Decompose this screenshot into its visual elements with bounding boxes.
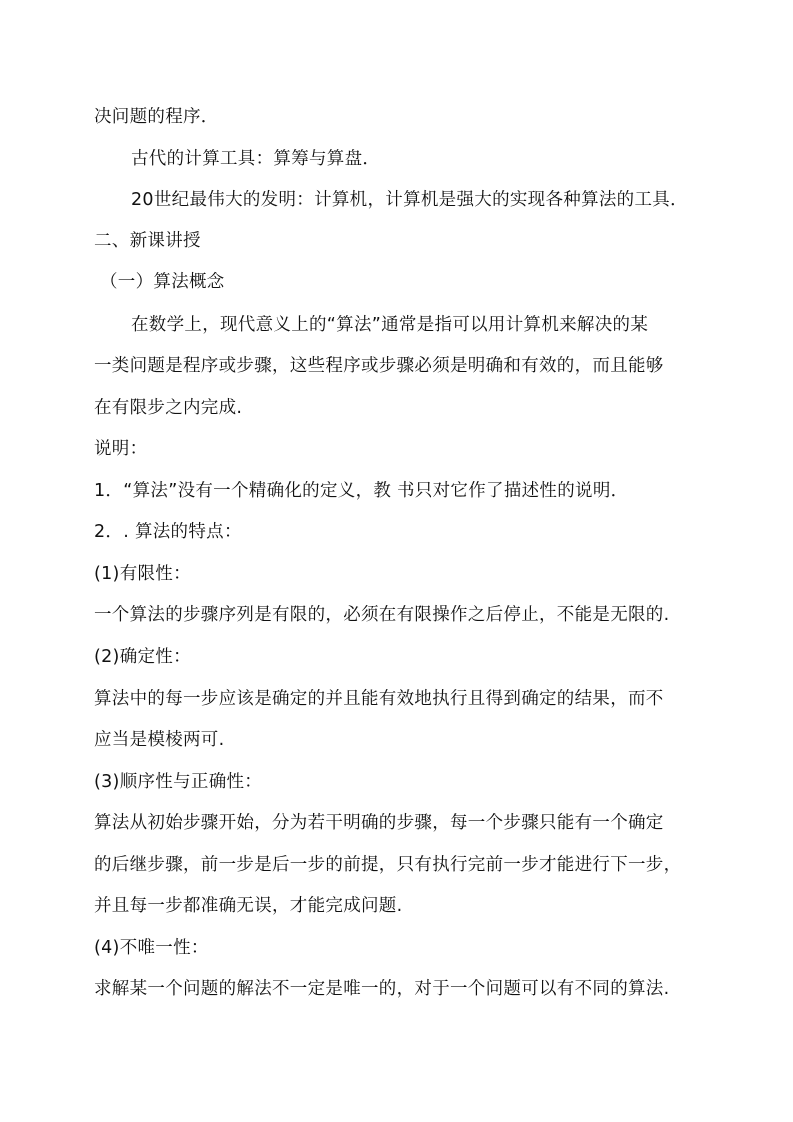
paragraph-line: 求解某一个问题的解法不一定是唯一的，对于一个问题可以有不同的算法. [94, 979, 670, 999]
paragraph-line: 2．. 算法的特点： [94, 522, 242, 542]
paragraph-line: 并且每一步都准确无误，才能完成问题. [94, 896, 403, 916]
list-item-heading: (3)顺序性与正确性： [94, 772, 263, 792]
paragraph-line: 算法从初始步骤开始，分为若干明确的步骤，每一个步骤只能有一个确定 [94, 813, 664, 833]
list-item-heading: (2)确定性： [94, 647, 191, 667]
list-item-heading: (4)不唯一性： [94, 938, 209, 958]
paragraph-line: 的后继步骤，前一步是后一步的前提，只有执行完前一步才能进行下一步， [94, 855, 682, 875]
paragraph-line: 1．“算法”没有一个精确化的定义，教 书只对它作了描述性的说明． [94, 481, 629, 501]
paragraph-line: 应当是模棱两可. [94, 730, 225, 750]
paragraph-line: 在数学上，现代意义上的“算法”通常是指可以用计算机来解决的某 [131, 315, 649, 335]
list-item-heading: (1)有限性： [94, 564, 191, 584]
paragraph-line: 一类问题是程序或步骤，这些程序或步骤必须是明确和有效的，而且能够 [94, 356, 664, 376]
paragraph-line: 说明： [94, 439, 148, 459]
paragraph-line: 决问题的程序． [94, 107, 219, 127]
paragraph-line: 算法中的每一步应该是确定的并且能有效地执行且得到确定的结果，而不 [94, 689, 664, 709]
paragraph-line: 一个算法的步骤序列是有限的，必须在有限操作之后停止，不能是无限的. [94, 605, 670, 625]
paragraph-line: 在有限步之内完成. [94, 398, 243, 418]
subsection-heading: （一）算法概念 [100, 272, 225, 292]
paragraph-line: 20世纪最伟大的发明：计算机，计算机是强大的实现各种算法的工具． [131, 190, 688, 210]
section-heading: 二、新课讲授 [94, 231, 201, 251]
paragraph-line: 古代的计算工具：算筹与算盘． [131, 149, 381, 169]
